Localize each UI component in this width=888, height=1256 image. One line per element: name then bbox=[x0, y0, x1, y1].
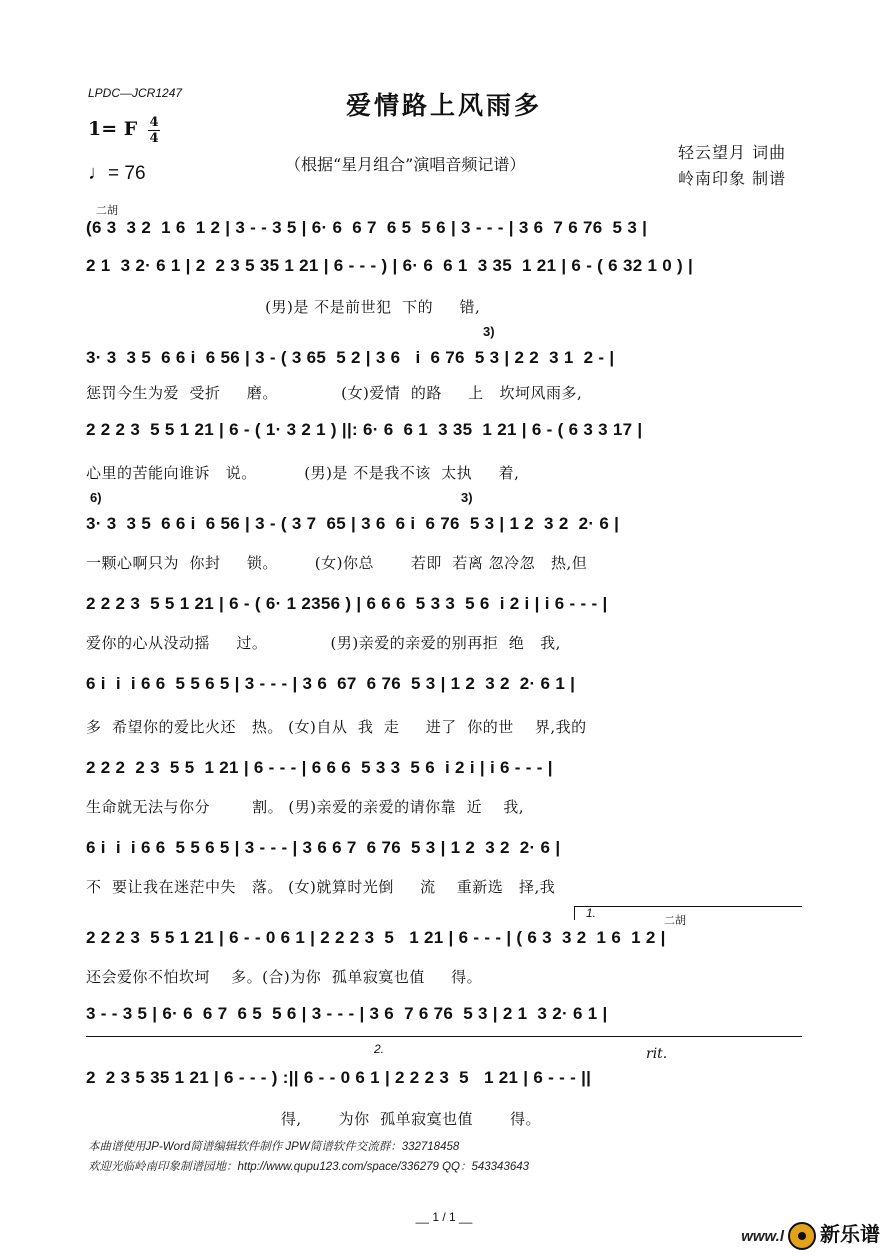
credit-lyrics-music: 轻云望月 词曲 bbox=[678, 143, 787, 162]
lyric-line-10: 还会爱你不怕坎坷 多。(合)为你 孤单寂寞也值 得。 bbox=[86, 968, 483, 986]
subtitle: （根据“星月组合”演唱音频记谱） bbox=[285, 155, 526, 174]
brand-watermark bbox=[741, 1218, 880, 1250]
instrument-label-2: 二胡 bbox=[664, 914, 686, 927]
footer-line-1: 本曲谱使用JP-Word简谱编辑软件制作 JPW简谱软件交流群：332718458 bbox=[88, 1141, 460, 1153]
instrument-label: 二胡 bbox=[96, 204, 118, 217]
quarter-note-icon: ♩ bbox=[88, 162, 108, 184]
score-line-1: (6 3 3 2 1 6 1 2 | 3 - - 3 5 | 6· 6 6 7 6 5 5 6 | 3 - - - | 3 6 7 6 76 5 3 | bbox=[86, 218, 648, 237]
lyric-line-4: 心里的苦能向谁诉 说。 (男)是 不是我不该 太执 着, bbox=[86, 464, 520, 482]
volta-2-label: 2. bbox=[374, 1042, 385, 1056]
time-signature-top: 4 bbox=[149, 115, 159, 130]
score-line-5: 3· 3 3 5 6 6 i 6 56 | 3 - ( 3 7 65 | 3 6 6 i 6 76 5 3 | 1 2 3 2 2· 6 | bbox=[86, 514, 620, 533]
time-signature bbox=[148, 116, 160, 145]
song-title: 爱情路上风雨多 bbox=[345, 91, 542, 120]
score-line-6: 2 2 2 3 5 5 1 21 | 6 - ( 6· 1 2356 ) | 6 6 6 5 3 3 5 6 i 2 i | i 6 - - - | bbox=[86, 594, 608, 613]
brand-name: 新乐谱 bbox=[820, 1224, 880, 1246]
volta-2-bracket bbox=[86, 1036, 802, 1037]
grace-mark: 6) bbox=[90, 490, 102, 505]
score-line-8: 2 2 2 2 3 5 5 1 21 | 6 - - - | 6 6 6 5 3 3 5 6 i 2 i | i 6 - - - | bbox=[86, 758, 553, 777]
brand-url: www.l bbox=[741, 1228, 784, 1245]
credit-arranger: 岭南印象 制谱 bbox=[678, 169, 787, 188]
score-line-9: 6 i i i 6 6 5 5 6 5 | 3 - - - | 3 6 6 7 6 76 5 3 | 1 2 3 2 2· 6 | bbox=[86, 838, 561, 857]
score-line-12: 2 2 3 5 35 1 21 | 6 - - - ) :|| 6 - - 0 6 1 | 2 2 2 3 5 1 21 | 6 - - - || bbox=[86, 1068, 592, 1087]
lyric-line-7: 多 希望你的爱比火还 热。 (女)自从 我 走 进了 你的世 界,我的 bbox=[86, 718, 587, 736]
triplet-mark-2: 3) bbox=[461, 490, 473, 505]
volta-1-label: 1. bbox=[586, 906, 597, 920]
score-line-10: 2 2 2 3 5 5 1 21 | 6 - - 0 6 1 | 2 2 2 3 5 1 21 | 6 - - - | ( 6 3 3 2 1 6 1 2 | bbox=[86, 928, 666, 947]
tempo-marking bbox=[88, 162, 146, 185]
triplet-mark: 3) bbox=[483, 324, 495, 339]
page-number: __ 1 / 1 __ bbox=[415, 1210, 473, 1224]
key-signature: 1= F bbox=[88, 118, 138, 140]
score-line-11: 3 - - 3 5 | 6· 6 6 7 6 5 5 6 | 3 - - - | 3 6 7 6 76 5 3 | 2 1 3 2· 6 1 | bbox=[86, 1004, 608, 1023]
lyric-line-12: 得, 为你 孤单寂寞也值 得。 bbox=[86, 1110, 541, 1128]
volta-1-bracket bbox=[574, 906, 802, 907]
ritardando-mark: rit. bbox=[646, 1046, 668, 1062]
score-line-4: 2 2 2 3 5 5 1 21 | 6 - ( 1· 3 2 1 ) ||: 6· 6 6 1 3 35 1 21 | 6 - ( 6 3 3 17 | bbox=[86, 420, 643, 439]
lyric-line-5: 一颗心啊只为 你封 锁。 (女)你总 若即 若离 忽冷忽 热,但 bbox=[86, 554, 588, 572]
lyric-line-3: 惩罚今生为爱 受折 磨。 (女)爱情 的路 上 坎坷风雨多, bbox=[86, 384, 583, 402]
lyric-line-8: 生命就无法与你分 割。 (男)亲爱的亲爱的请你靠 近 我, bbox=[86, 798, 524, 816]
footer-line-2: 欢迎光临岭南印象制谱园地：http://www.qupu123.com/space/336279 QQ：543343643 bbox=[88, 1161, 530, 1173]
score-line-3: 3· 3 3 5 6 6 i 6 56 | 3 - ( 3 65 5 2 | 3 6 i 6 76 5 3 | 2 2 3 1 2 - | bbox=[86, 348, 615, 367]
lyric-line-9: 不 要让我在迷茫中失 落。 (女)就算时光倒 流 重新选 择,我 bbox=[86, 878, 556, 896]
volta-1-bracket-left bbox=[574, 906, 575, 920]
score-line-2: 2 1 3 2· 6 1 | 2 2 3 5 35 1 21 | 6 - - - ) | 6· 6 6 1 3 35 1 21 | 6 - ( 6 32 1 0 ) | bbox=[86, 256, 694, 275]
tempo-value: = 76 bbox=[108, 163, 146, 184]
lyric-line-6: 爱你的心从没动摇 过。 (男)亲爱的亲爱的别再拒 绝 我, bbox=[86, 634, 561, 652]
page-number-value: 1 / 1 bbox=[432, 1210, 456, 1224]
score-code: LPDC—JCR1247 bbox=[88, 86, 183, 100]
time-signature-bottom: 4 bbox=[149, 131, 159, 146]
lyric-line-2: (男)是 不是前世犯 下的 错, bbox=[86, 298, 481, 316]
score-line-7: 6 i i i 6 6 5 5 6 5 | 3 - - - | 3 6 67 6 76 5 3 | 1 2 3 2 2· 6 1 | bbox=[86, 674, 576, 693]
vinyl-disc-icon bbox=[788, 1222, 816, 1250]
